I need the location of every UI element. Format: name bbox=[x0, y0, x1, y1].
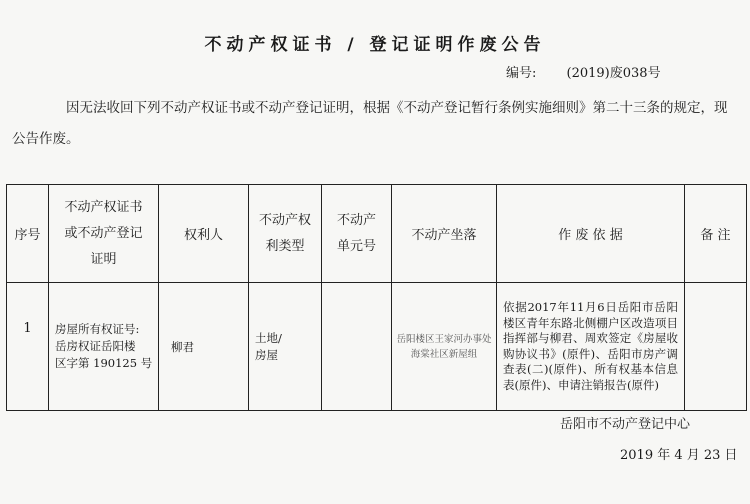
issue-date: 2019 年 4 月 23 日 bbox=[620, 448, 738, 463]
notice-paragraph: 因无法收回下列不动产权证书或不动产登记证明，根据《不动产登记暂行条例实施细则》第二十三条的规定，现公告作废。 bbox=[12, 100, 728, 147]
cell-cert-line: 区字第 190125 号 bbox=[55, 356, 153, 370]
cell-basis: 依据2017年11月6日岳阳市岳阳楼区青年东路北侧棚户区改造项目指挥部与柳君、周欢签定《房屋收购协议书》(原件)、岳阳市房产调查表(二)(原件)、所有权基本信息表(原件)、申请注销报告(原件) bbox=[497, 283, 685, 411]
table-header-row bbox=[7, 185, 747, 283]
header-remark: 备 注 bbox=[685, 185, 747, 283]
cell-seq: 1 bbox=[7, 283, 49, 411]
cell-right-type-line: 土地/ bbox=[255, 330, 282, 345]
issuer-name: 岳阳市不动产登记中心 bbox=[560, 417, 691, 432]
cell-location-line: 岳阳楼区王家河办事处 bbox=[396, 333, 492, 345]
table-row bbox=[7, 283, 747, 411]
cell-remark bbox=[685, 283, 747, 411]
header-basis: 作 废 依 据 bbox=[497, 185, 685, 283]
cell-holder: 柳君 bbox=[159, 283, 249, 411]
header-cert-line: 不动产权证书 bbox=[64, 199, 143, 215]
header-location: 不动产坐落 bbox=[392, 185, 497, 283]
cell-right-type bbox=[249, 283, 322, 411]
cell-unit-no bbox=[322, 283, 392, 411]
document-number-value: (2019)废038号 bbox=[566, 66, 661, 81]
document-number bbox=[506, 62, 661, 81]
cancellation-table bbox=[6, 184, 747, 411]
header-right-type-line: 利类型 bbox=[265, 238, 305, 254]
header-cert-line: 证明 bbox=[90, 251, 117, 267]
header-seq: 序号 bbox=[7, 185, 49, 283]
header-right-type-line: 不动产权 bbox=[258, 212, 311, 228]
document-number-label: 编号: bbox=[506, 66, 537, 81]
cell-cert bbox=[49, 283, 159, 411]
cell-location bbox=[392, 283, 497, 411]
cell-right-type-line: 房屋 bbox=[255, 347, 278, 362]
header-cert bbox=[49, 185, 159, 283]
cell-location-line: 海棠社区新屋组 bbox=[410, 348, 478, 360]
header-unit-no-line: 单元号 bbox=[336, 238, 376, 254]
cell-cert-line: 岳房权证岳阳楼 bbox=[55, 339, 136, 353]
page-title: 不动产权证书 / 登记证明作废公告 bbox=[204, 35, 546, 55]
header-unit-no bbox=[322, 185, 392, 283]
header-unit-no-line: 不动产 bbox=[336, 212, 376, 228]
header-holder: 权利人 bbox=[159, 185, 249, 283]
cell-cert-line: 房屋所有权证号: bbox=[55, 322, 140, 336]
header-right-type bbox=[249, 185, 322, 283]
header-cert-line: 或不动产登记 bbox=[64, 225, 143, 241]
